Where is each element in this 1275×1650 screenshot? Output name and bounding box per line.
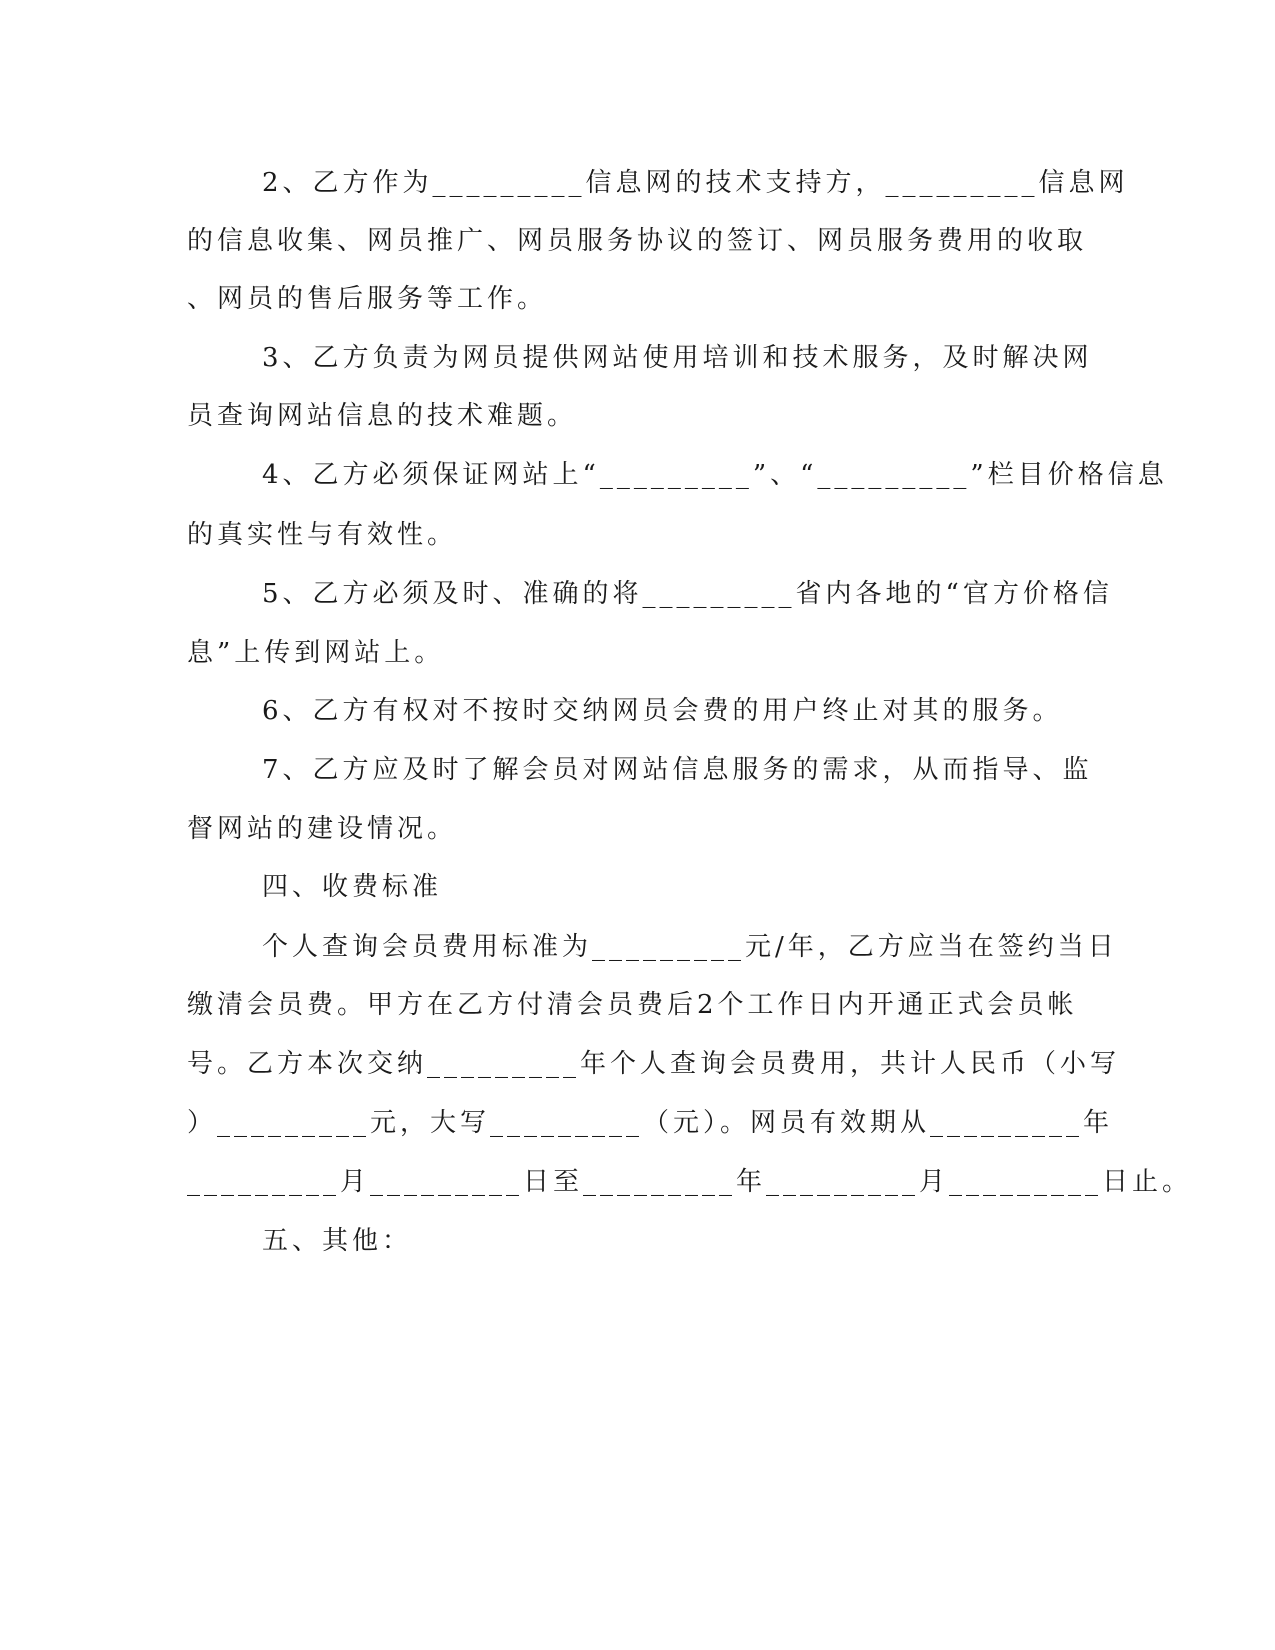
paragraph-line: 息”上传到网站上。: [187, 638, 445, 668]
paragraph-line: 6、乙方有权对不按时交纳网员会费的用户终止对其的服务。: [262, 696, 1063, 726]
paragraph-line: 4、乙方必须保证网站上“_________”、“_________”栏目价格信息: [262, 460, 1168, 490]
paragraph-line: 5、乙方必须及时、准确的将_________省内各地的“官方价格信: [262, 579, 1113, 609]
paragraph-line: 员查询网站信息的技术难题。: [187, 401, 578, 431]
paragraph-line: ）_________元，大写_________（元）。网员有效期从_________年: [187, 1108, 1114, 1138]
paragraph-line: 的信息收集、网员推广、网员服务协议的签订、网员服务费用的收取: [187, 226, 1088, 256]
paragraph-line: 3、乙方负责为网员提供网站使用培训和技术服务，及时解决网: [262, 343, 1093, 373]
paragraph-line: 的真实性与有效性。: [187, 520, 458, 550]
paragraph-line: 、网员的售后服务等工作。: [187, 284, 548, 314]
paragraph-line: 2、乙方作为_________信息网的技术支持方，_________信息网: [262, 168, 1129, 198]
paragraph-line: 督网站的建设情况。: [187, 814, 458, 844]
paragraph-line: 号。乙方本次交纳_________年个人查询会员费用，共计人民币（小写: [187, 1049, 1121, 1079]
paragraph-line: 缴清会员费。甲方在乙方付清会员费后2个工作日内开通正式会员帐: [187, 990, 1078, 1020]
section-heading: 五、其他：: [262, 1226, 413, 1256]
paragraph-line: _________月_________日至_________年_________月_________日止。: [187, 1167, 1193, 1197]
paragraph-line: 7、乙方应及时了解会员对网站信息服务的需求，从而指导、监: [262, 755, 1093, 785]
section-heading: 四、收费标准: [262, 872, 443, 902]
paragraph-line: 个人查询会员费用标准为_________元/年，乙方应当在签约当日: [262, 932, 1118, 962]
